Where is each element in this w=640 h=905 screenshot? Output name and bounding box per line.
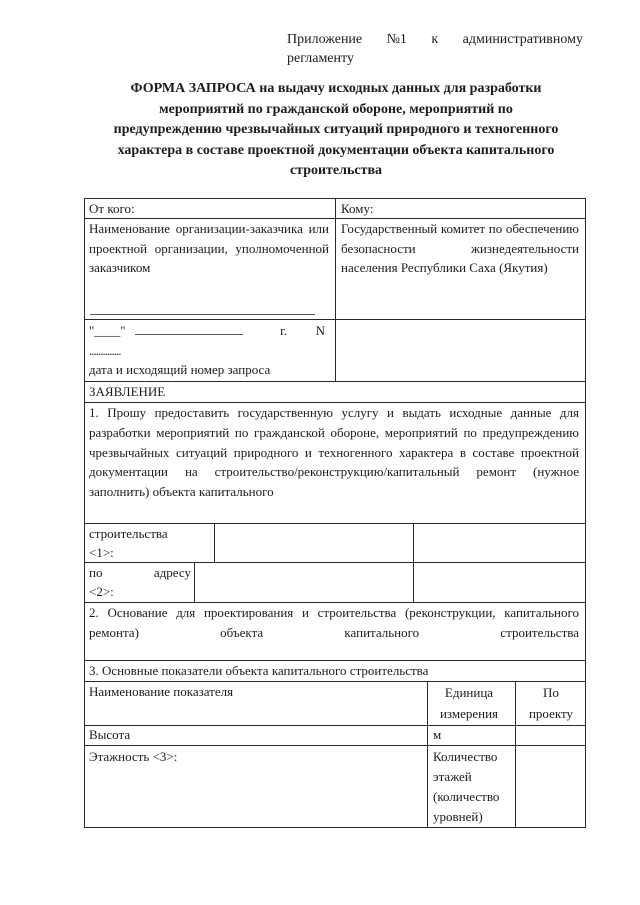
address-label-word: по	[89, 565, 103, 580]
statement-header: ЗАЯВЛЕНИЕ	[89, 384, 166, 399]
date-blank	[135, 324, 243, 335]
col-name-header: Наименование показателя	[89, 684, 234, 699]
row-floors-name: Этажность <3>:	[89, 749, 178, 764]
to-label: Кому:	[341, 201, 374, 216]
basis-text: 2. Основание для проектирования и строительства (реконструкции, капитального ремонта) объекта капитального строительства	[89, 605, 579, 640]
to-value: Государственный комитет по обеспечению безопасности жизнедеятельности населения Республики Саха (Якутия)	[341, 221, 579, 275]
table-border	[585, 198, 586, 828]
table-rule	[515, 681, 516, 828]
table-rule	[84, 745, 586, 746]
table-rule	[413, 562, 414, 603]
table-rule	[194, 562, 195, 603]
document-title	[86, 79, 586, 182]
table-border	[84, 198, 85, 828]
date-quote: "____"	[89, 323, 126, 338]
address-note: <2>:	[89, 584, 114, 599]
appendix-line2: регламенту	[287, 51, 354, 66]
from-value: Наименование организации-заказчика или проектной организации, уполномоченной заказчиком	[89, 221, 329, 275]
appendix-word: административному	[462, 32, 583, 47]
table-rule	[413, 523, 414, 563]
title-line: предупреждению чрезвычайных ситуаций природного и техногенного	[113, 122, 559, 137]
col-unit-header: Единица измерения	[439, 685, 499, 721]
statement-text: 1. Прошу предоставить государственную услугу и выдать исходные данные для разработки мероприятий по гражданской обороне, мероприятий по предупреждению чрезвычайных ситуаций природного и техногенного характера в составе проектной документации на строительство/реконструкцию/капитальный ремонт (нужное заполнить) объекта капитального	[89, 405, 579, 500]
table-rule	[335, 198, 336, 382]
appendix-word: №1	[386, 32, 407, 47]
table-rule	[427, 681, 428, 828]
address-label-word: адресу	[153, 565, 191, 580]
indicators-header: 3. Основные показатели объекта капитального строительства	[89, 663, 429, 678]
row-height-unit: м	[433, 727, 442, 742]
title-line: характера в составе проектной документации объекта капитального	[117, 142, 555, 158]
date-year: г.	[280, 323, 288, 338]
signature-line	[90, 314, 315, 315]
col-project-header: По проекту	[528, 685, 574, 721]
appendix-word: Приложение	[287, 32, 363, 47]
row-height-name: Высота	[89, 727, 131, 742]
construction-note: <1>:	[89, 545, 114, 560]
address-label	[89, 563, 191, 583]
title-line: ФОРМА ЗАПРОСА на выдачу исходных данных для разработки	[130, 81, 542, 96]
title-line: мероприятий по гражданской обороне, мероприятий по	[159, 101, 513, 117]
row-floors-unit: Количество этажей (количество уровней)	[433, 749, 500, 824]
construction-label: строительства	[89, 526, 168, 541]
from-label: От кого:	[89, 201, 135, 216]
request-form-table	[84, 198, 586, 828]
appendix-word: к	[431, 32, 439, 47]
number-dots: ..............	[89, 343, 121, 358]
date-number-caption: дата и исходящий номер запроса	[89, 362, 271, 377]
table-rule	[214, 523, 215, 563]
date-number-row	[89, 321, 329, 341]
appendix-note	[287, 30, 583, 68]
number-sign: N	[315, 323, 325, 338]
title-line: строительства	[289, 163, 383, 178]
table-border	[84, 827, 586, 828]
